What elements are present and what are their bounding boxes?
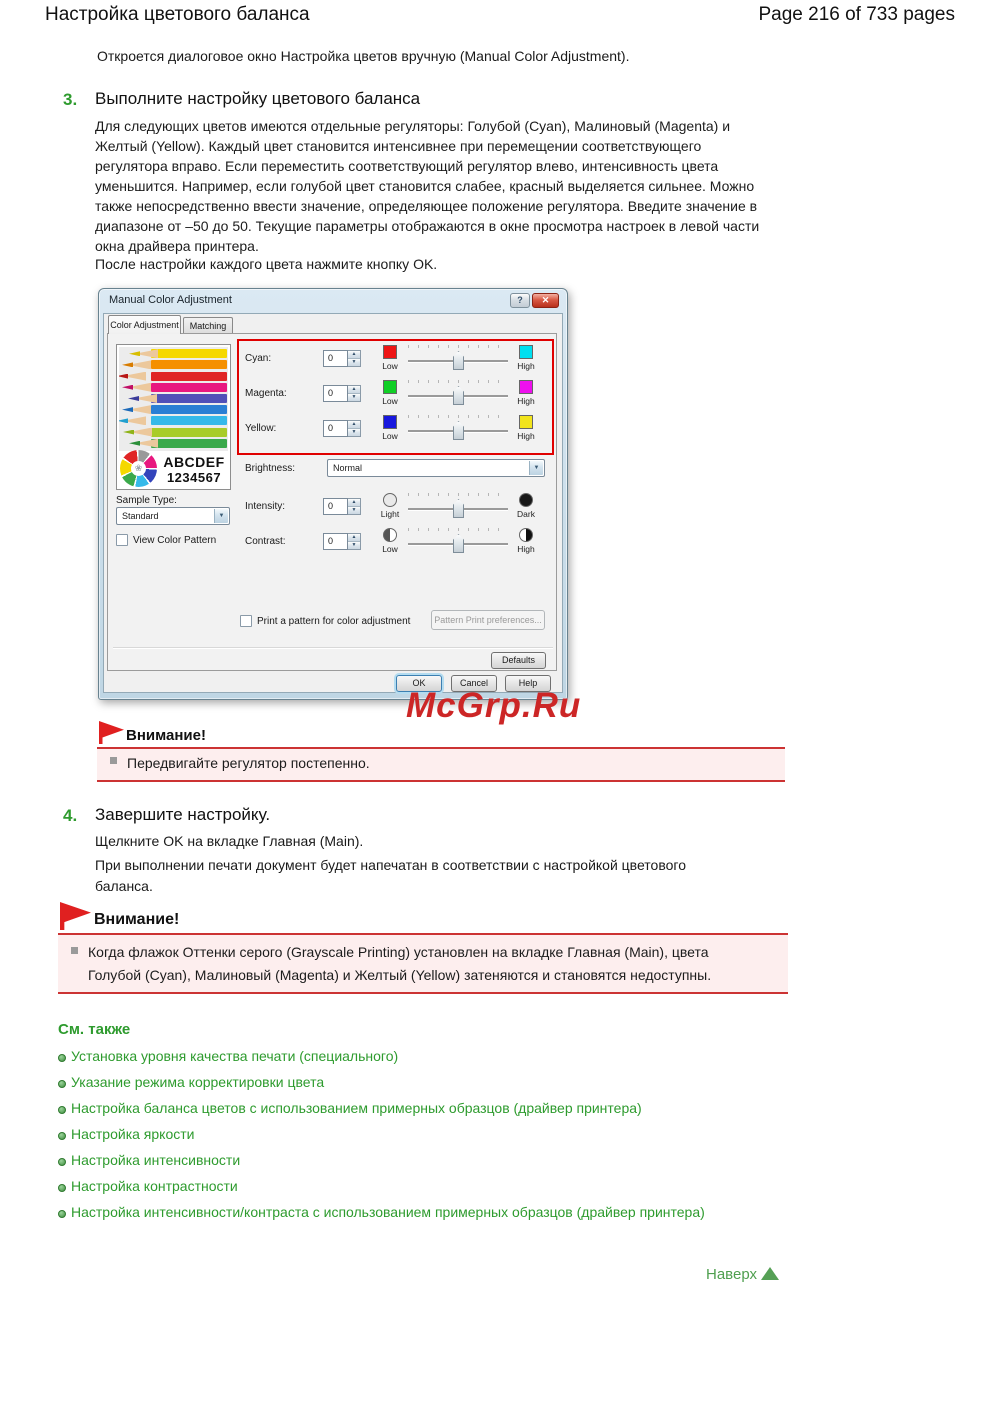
step3-paragraph: Для следующих цветов имеются отдельные регуляторы: Голубой (Cyan), Малиновый (Magenta) и Желтый (Yellow). Каждый цвет становится интенсивнее при перемещении соответствующего регулятора вправо. Если переместить соответствующий регулятор влево, интенсивность цвета уменьшится. Например, если голубой цвет становится слабее, красный выделяется сильнее. Можно также непосредственно ввести значение, определяющее положение регулятора. Введите значение в диапазоне от –50 до 50. Текущие параметры отображаются в окне просмотра настроек в левой части окна драйвера принтера. <box>95 118 760 254</box>
high-contrast-icon <box>519 528 533 542</box>
see-also-link[interactable]: Настройка баланса цветов с использованием примерных образцов (драйвер принтера) <box>58 1100 738 1116</box>
page-title: Настройка цветового баланса <box>45 4 310 25</box>
yellow-slider-thumb[interactable] <box>453 421 464 440</box>
watermark: McGrp.Ru <box>406 686 582 725</box>
cyan-spin-buttons[interactable] <box>348 350 361 367</box>
intensity-spin-buttons[interactable] <box>348 498 361 515</box>
spin-up-icon: ▲ <box>348 499 360 507</box>
green-dot-icon <box>58 1132 66 1140</box>
contrast-spin-buttons[interactable] <box>348 533 361 550</box>
spin-up-icon: ▲ <box>348 421 360 429</box>
dark-icon <box>519 493 533 507</box>
intro-text: Откроется диалоговое окно Настройка цветов вручную (Manual Color Adjustment). <box>97 48 630 64</box>
intensity-slider[interactable] <box>408 492 508 520</box>
low-contrast-icon <box>383 528 397 542</box>
cancel-button[interactable]: Cancel <box>451 675 497 692</box>
brightness-value: Normal <box>333 463 363 473</box>
brightness-select[interactable] <box>327 459 545 477</box>
warning2-box <box>58 933 788 994</box>
pattern-print-preferences-button[interactable]: Pattern Print preferences... <box>431 610 545 630</box>
magenta-spin-buttons[interactable] <box>348 385 361 402</box>
color-wheel-image <box>120 450 157 487</box>
cyan-label: Cyan: <box>245 352 272 364</box>
dialog-title: Manual Color Adjustment <box>109 294 232 306</box>
contrast-slider[interactable] <box>408 527 508 555</box>
warning1-text: Передвигайте регулятор постепенно. <box>127 755 370 771</box>
back-to-top-link[interactable] <box>706 1266 779 1283</box>
yellow-slider[interactable] <box>408 414 508 442</box>
step3-number: 3. <box>63 90 78 109</box>
intensity-row <box>245 489 539 523</box>
yellow-spinner[interactable] <box>323 420 361 437</box>
warning1-box <box>97 747 785 782</box>
sample-text: ABCDEF 1234567 <box>163 454 225 485</box>
tab-matching[interactable]: Matching <box>183 317 233 334</box>
warning1-title: Внимание! <box>126 727 206 744</box>
yellow-high-label: High <box>517 431 535 441</box>
warning2-title: Внимание! <box>94 911 180 928</box>
page-number: Page 216 of 733 pages <box>758 4 955 25</box>
intensity-value[interactable]: 0 <box>323 498 348 515</box>
spin-up-icon: ▲ <box>348 386 360 394</box>
cyan-slider-thumb[interactable] <box>453 351 464 370</box>
green-dot-icon <box>58 1054 66 1062</box>
sample-type-label: Sample Type: <box>116 495 177 506</box>
magenta-slider-thumb[interactable] <box>453 386 464 405</box>
see-also-list <box>58 1048 738 1230</box>
green-dot-icon <box>58 1158 66 1166</box>
dialog-help-icon[interactable]: ? <box>510 293 530 308</box>
intensity-low-label: Light <box>380 509 400 519</box>
magenta-label: Magenta: <box>245 387 287 399</box>
step3-paragraph2: После настройки каждого цвета нажмите кнопку OK. <box>95 256 438 272</box>
manual-color-adjustment-dialog <box>98 288 568 700</box>
see-also-link[interactable]: Настройка контрастности <box>58 1178 738 1194</box>
magenta-slider[interactable] <box>408 379 508 407</box>
warning2-text: Когда флажок Оттенки серого (Grayscale Printing) установлен на вкладке Главная (Main), цвета Голубой (Cyan), Малиновый (Magenta) и Желтый (Yellow) затеняются и становятся недоступны. <box>88 944 712 983</box>
light-icon <box>383 493 397 507</box>
sample-type-select[interactable] <box>116 507 230 525</box>
print-pattern-label: Print a pattern for color adjustment <box>257 616 411 627</box>
yellow-low-swatch <box>383 415 397 429</box>
magenta-low-swatch <box>383 380 397 394</box>
contrast-label: Contrast: <box>245 535 286 547</box>
warning-flag-icon <box>99 721 124 744</box>
intensity-spinner[interactable] <box>323 498 361 515</box>
cyan-slider-row <box>245 341 539 375</box>
separator <box>113 647 553 648</box>
yellow-high-swatch <box>519 415 533 429</box>
yellow-label: Yellow: <box>245 422 277 434</box>
see-also-link[interactable]: Настройка яркости <box>58 1126 738 1142</box>
warning-flag-icon <box>60 902 91 930</box>
yellow-slider-row <box>245 411 539 445</box>
cyan-slider[interactable] <box>408 344 508 372</box>
contrast-low-label: Low <box>382 544 398 554</box>
intensity-slider-thumb[interactable] <box>453 499 464 518</box>
step3-title: Выполните настройку цветового баланса <box>95 89 421 108</box>
defaults-button[interactable]: Defaults <box>491 652 546 669</box>
step4-title: Завершите настройку. <box>95 805 271 824</box>
ok-button[interactable]: OK <box>396 675 442 692</box>
green-dot-icon <box>58 1184 66 1192</box>
step4-number: 4. <box>63 806 78 825</box>
spin-down-icon: ▼ <box>348 394 360 401</box>
contrast-value[interactable]: 0 <box>323 533 348 550</box>
magenta-high-swatch <box>519 380 533 394</box>
see-also-link[interactable]: Установка уровня качества печати (специального) <box>58 1048 738 1064</box>
back-to-top-label: Наверх <box>706 1266 757 1283</box>
see-also-link[interactable]: Указание режима корректировки цвета <box>58 1074 738 1090</box>
tab-color-adjustment[interactable]: Color Adjustment <box>108 315 181 334</box>
magenta-low-label: Low <box>382 396 398 406</box>
cyan-spinner[interactable] <box>323 350 361 367</box>
spin-down-icon: ▼ <box>348 359 360 366</box>
sample-type-value: Standard <box>122 511 159 521</box>
magenta-value[interactable]: 0 <box>323 385 348 402</box>
green-dot-icon <box>58 1210 66 1218</box>
close-icon[interactable]: ✕ <box>532 293 559 308</box>
step4-line1: Щелкните OK на вкладке Главная (Main). <box>95 833 364 849</box>
spin-up-icon: ▲ <box>348 351 360 359</box>
bullet-icon <box>71 947 78 954</box>
brightness-label: Brightness: <box>245 463 296 474</box>
contrast-row <box>245 524 539 558</box>
view-color-pattern-checkbox[interactable] <box>116 534 128 546</box>
spin-down-icon: ▼ <box>348 429 360 436</box>
dialog-titlebar[interactable] <box>99 289 567 313</box>
cyan-low-label: Low <box>382 361 398 371</box>
contrast-slider-thumb[interactable] <box>453 534 464 553</box>
up-triangle-icon <box>761 1267 779 1280</box>
page-header <box>45 4 955 26</box>
view-color-pattern-label: View Color Pattern <box>133 535 217 546</box>
pencils-image <box>119 347 228 451</box>
spin-down-icon: ▼ <box>348 507 360 514</box>
bullet-icon <box>110 757 117 764</box>
yellow-low-label: Low <box>382 431 398 441</box>
contrast-high-label: High <box>517 544 535 554</box>
chevron-down-icon: ▼ <box>214 509 228 523</box>
intensity-high-label: Dark <box>517 509 535 519</box>
green-dot-icon <box>58 1106 66 1114</box>
help-button[interactable]: Help <box>505 675 551 692</box>
step4-line2: При выполнении печати документ будет напечатан в соответствии с настройкой цветового баланса. <box>95 857 686 894</box>
yellow-spin-buttons[interactable] <box>348 420 361 437</box>
magenta-high-label: High <box>517 396 535 406</box>
spin-down-icon: ▼ <box>348 542 360 549</box>
cyan-high-swatch <box>519 345 533 359</box>
contrast-spinner[interactable] <box>323 533 361 550</box>
print-pattern-checkbox[interactable] <box>240 615 252 627</box>
cyan-value[interactable]: 0 <box>323 350 348 367</box>
intensity-label: Intensity: <box>245 500 286 512</box>
chevron-down-icon: ▼ <box>529 461 543 475</box>
magenta-slider-row <box>245 376 539 410</box>
print-preview-thumbnail <box>116 344 231 490</box>
cyan-high-label: High <box>517 361 535 371</box>
see-also-title: См. также <box>58 1021 131 1038</box>
yellow-value[interactable]: 0 <box>323 420 348 437</box>
magenta-spinner[interactable] <box>323 385 361 402</box>
see-also-link[interactable]: Настройка интенсивности <box>58 1152 738 1168</box>
spin-up-icon: ▲ <box>348 534 360 542</box>
green-dot-icon <box>58 1080 66 1088</box>
cyan-low-swatch <box>383 345 397 359</box>
see-also-link[interactable]: Настройка интенсивности/контраста с использованием примерных образцов (драйвер принтера) <box>58 1204 738 1220</box>
